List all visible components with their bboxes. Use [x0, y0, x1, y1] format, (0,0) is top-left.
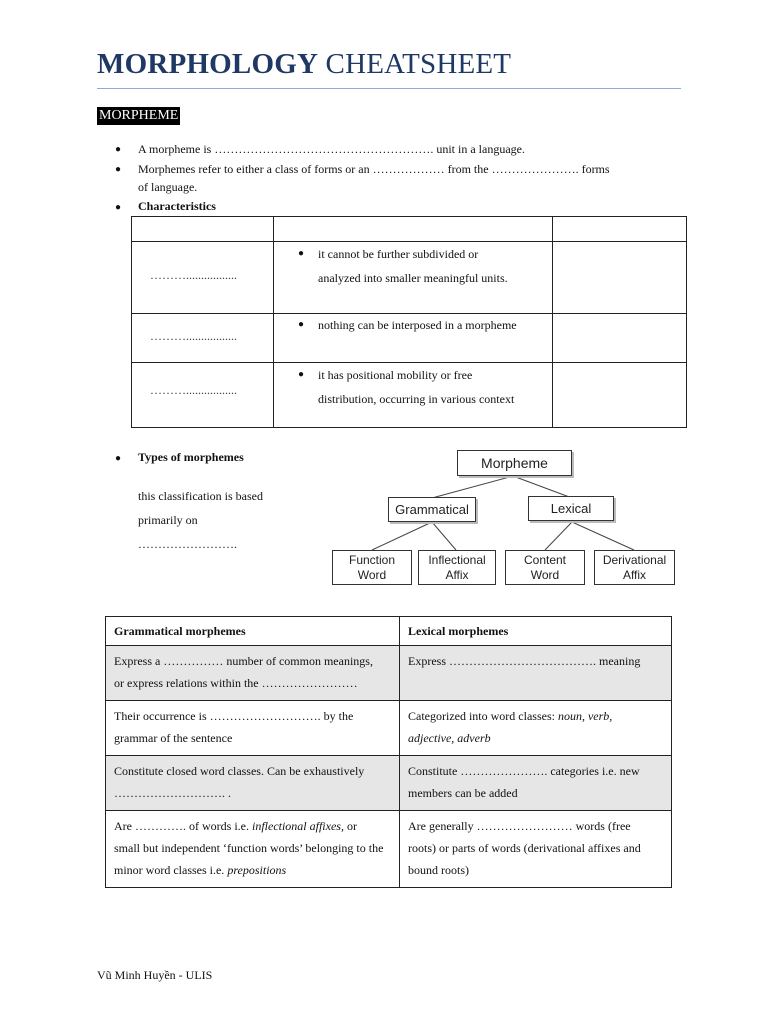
footer-author: Vũ Minh Huyền - ULIS [97, 968, 213, 982]
node-content-word [505, 550, 585, 585]
cell-line: Constitute …………………. categories i.e. new [408, 764, 640, 778]
header-lexical: Lexical morphemes [400, 617, 672, 646]
types-note [138, 484, 263, 556]
types-note-line: primarily on [138, 513, 198, 527]
table-row [106, 756, 672, 811]
cell-line: Their occurrence is ………………………. by the [114, 709, 354, 723]
table-cell [274, 217, 553, 242]
table-cell [106, 756, 400, 811]
node-text: Affix [445, 568, 469, 582]
cell-line [408, 705, 663, 727]
cell-text-italic: inflectional affixes, [251, 819, 344, 833]
node-function-word [332, 550, 412, 585]
node-text: Derivational [602, 553, 667, 567]
table-cell [553, 314, 687, 363]
cell-line [114, 815, 391, 837]
node-derivational-affix [594, 550, 675, 585]
table-row [106, 811, 672, 888]
title-bold: MORPHOLOGY [97, 48, 319, 80]
cell-line: Express ………………………………. meaning [408, 654, 641, 668]
section-heading: MORPHEME [99, 108, 179, 123]
types-note-line: this classification is based [138, 489, 263, 503]
characteristics-table [131, 216, 687, 428]
bullet-dot: ● [115, 164, 122, 175]
table-row [132, 217, 687, 242]
morphemes-comparison-table [105, 616, 672, 888]
cell-text: Are …………. of words i.e. [114, 819, 252, 833]
table-cell [274, 314, 553, 363]
table-row [132, 242, 687, 314]
bullet-morpheme-class-line1: Morphemes refer to either a class of forms or an ……………… from the …………………. forms [138, 162, 610, 176]
characteristic-desc: analyzed into smaller meaningful units. [318, 271, 508, 285]
node-inflectional-affix [418, 550, 496, 585]
bullet-dot: ● [115, 453, 122, 464]
types-note-line: ……………………. [138, 537, 237, 551]
cell-text-italic: prepositions [227, 863, 287, 877]
cell-line: bound roots) [408, 863, 469, 877]
cell-line: Express a …………… number of common meanings, [114, 654, 373, 668]
cell-line: roots) or parts of words (derivational affixes and [408, 841, 641, 855]
table-row [132, 314, 687, 363]
table-cell [553, 242, 687, 314]
characteristic-desc: it has positional mobility or free [318, 368, 473, 382]
table-cell [132, 217, 274, 242]
cell-line: Constitute closed word classes. Can be exhaustively [114, 764, 365, 778]
node-grammatical: Grammatical [388, 497, 476, 522]
table-cell [106, 701, 400, 756]
cell-text-italic: noun, verb, [557, 709, 613, 723]
table-cell [132, 242, 274, 314]
cell-line: members can be added [408, 786, 518, 800]
bullet-dot: ● [115, 144, 122, 155]
table-cell [400, 811, 672, 888]
characteristic-desc: distribution, occurring in various context [318, 392, 515, 406]
table-cell [400, 756, 672, 811]
bullet-morpheme-class-line2: of language. [138, 180, 198, 194]
table-cell [400, 646, 672, 701]
node-text: Function [348, 553, 396, 567]
node-text: Word [357, 568, 387, 582]
table-cell [274, 363, 553, 428]
cell-line: ………………………. . [114, 786, 231, 800]
blank-label: ………................. [150, 329, 237, 343]
table-row [106, 646, 672, 701]
table-cell [553, 217, 687, 242]
cell-text: or [343, 819, 357, 833]
node-text: Content [523, 553, 567, 567]
table-cell [106, 646, 400, 701]
cell-text: Categorized into word classes: [408, 709, 558, 723]
table-row [132, 363, 687, 428]
page-title [97, 48, 511, 81]
table-row [106, 701, 672, 756]
cell-line: Are generally …………………… words (free [408, 819, 631, 833]
node-text: Inflectional [428, 553, 486, 567]
table-cell [132, 363, 274, 428]
node-morpheme: Morpheme [457, 450, 572, 476]
bullet-dot: ● [115, 202, 122, 213]
bullet-characteristics: Characteristics [138, 199, 216, 213]
table-header-row [106, 617, 672, 646]
bullet-dot: ● [298, 319, 305, 330]
node-text: Affix [622, 568, 647, 582]
table-cell [553, 363, 687, 428]
cell-line: adjective, adverb [408, 731, 491, 745]
cell-line: or express relations within the …………………… [114, 676, 358, 690]
title-rest: CHEATSHEET [318, 48, 512, 80]
bullet-dot: ● [298, 369, 305, 380]
node-text: Word [530, 568, 560, 582]
table-cell [132, 314, 274, 363]
cell-line: grammar of the sentence [114, 731, 233, 745]
table-cell [106, 811, 400, 888]
types-heading: Types of morphemes [138, 450, 244, 464]
characteristic-desc: nothing can be interposed in a morpheme [318, 318, 517, 332]
cell-line: small but independent ‘function words’ belonging to the [114, 841, 384, 855]
characteristic-desc: it cannot be further subdivided or [318, 247, 479, 261]
cell-text: minor word classes i.e. [114, 863, 228, 877]
table-cell [274, 242, 553, 314]
table-cell [400, 701, 672, 756]
cell-line [114, 859, 391, 881]
bullet-definition: A morpheme is ………………………………………………. unit in a language. [138, 142, 525, 156]
node-lexical: Lexical [528, 496, 614, 521]
blank-label: ………................. [150, 268, 237, 282]
header-grammatical: Grammatical morphemes [106, 617, 400, 646]
blank-label: ………................. [150, 383, 237, 397]
title-divider [97, 88, 681, 89]
bullet-dot: ● [298, 248, 305, 259]
